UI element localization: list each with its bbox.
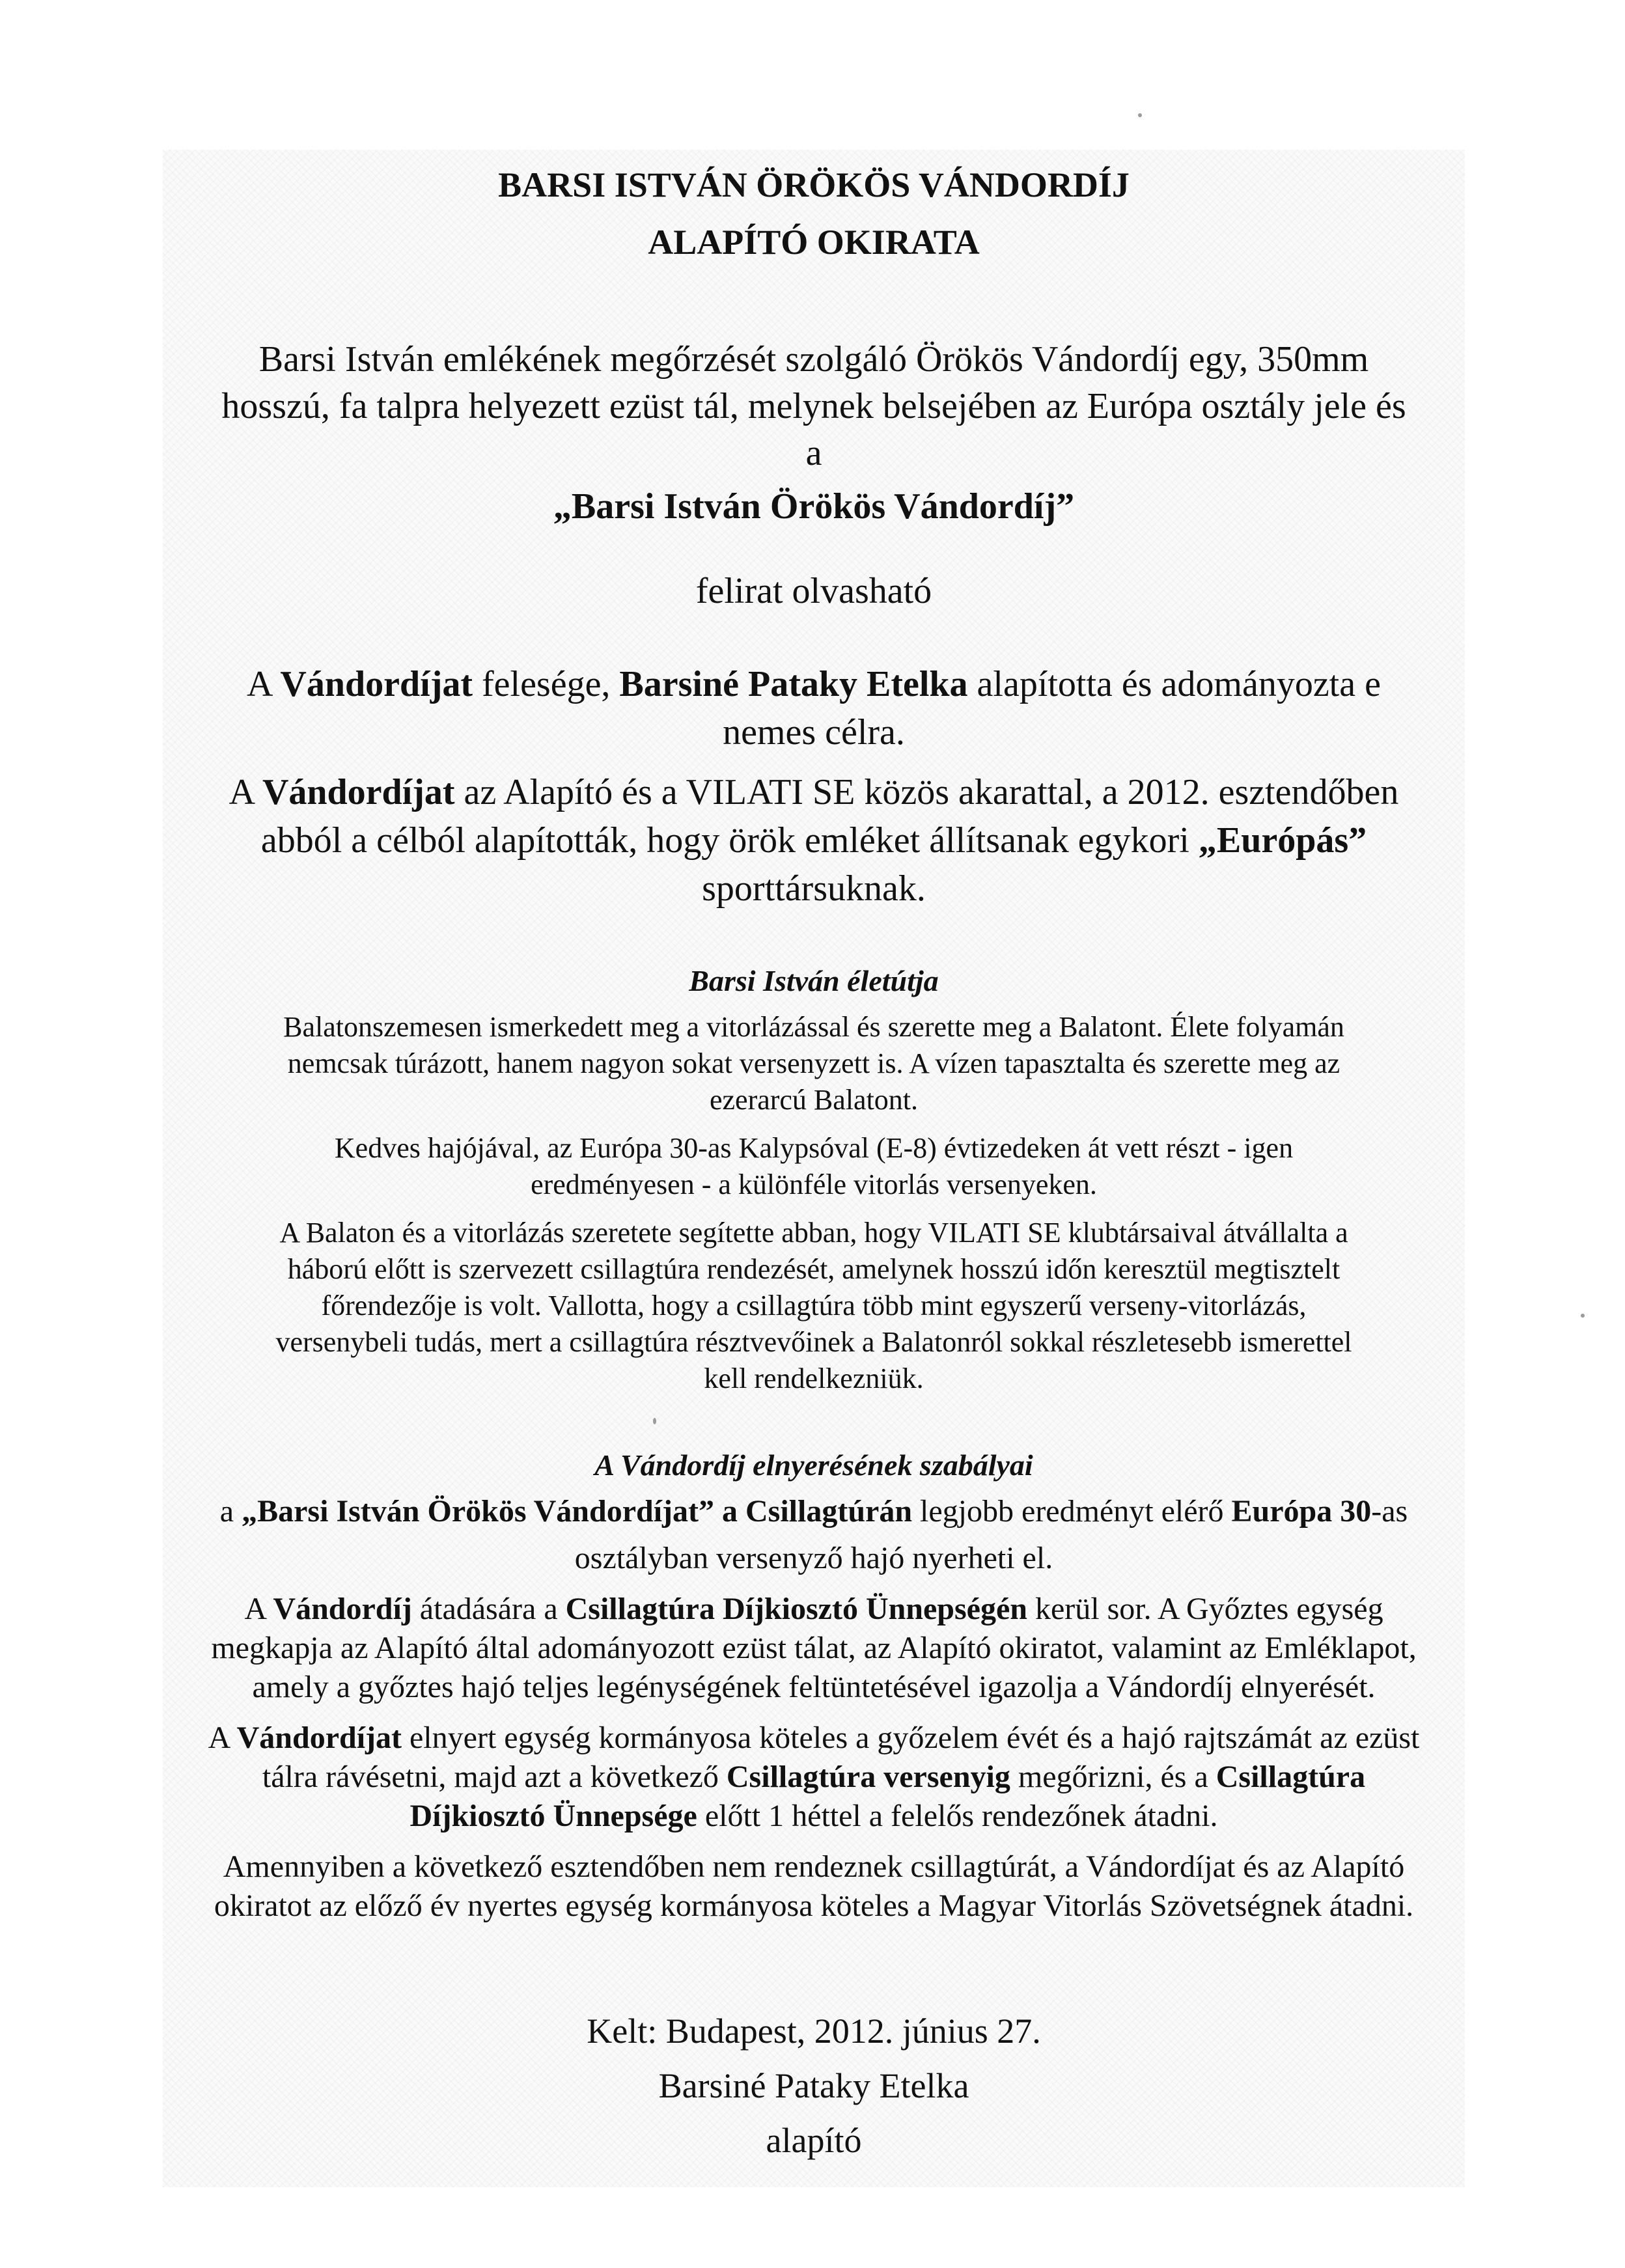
biography-line: Balatonszemesen ismerkedett meg a vitorlázással és szerette meg a Balatont. Élete folyamán <box>283 1011 1344 1043</box>
rules-line: A Vándordíjat elnyert egység kormányosa köteles a győzelem évét és a hajó rajtszámát az ezüst <box>208 1721 1420 1755</box>
rules-line: A Vándordíj átadására a Csillagtúra Díjkiosztó Ünnepségén kerül sor. A Győztes egység <box>244 1592 1383 1626</box>
founding-line: abból a célból alapították, hogy örök emléket állítsanak egykori „Európás” <box>260 820 1367 861</box>
date-line: Kelt: Budapest, 2012. június 27. <box>587 2012 1041 2051</box>
intro-line: Barsi István emlékének megőrzését szolgáló Örökös Vándordíj egy, 350mm <box>258 339 1369 380</box>
scan-speck <box>1581 1314 1585 1318</box>
biography-line: ezerarcú Balatont. <box>709 1084 919 1116</box>
rules-section <box>176 1443 1452 1926</box>
document-title-line1: BARSI ISTVÁN ÖRÖKÖS VÁNDORDÍJ <box>498 165 1130 204</box>
intro-line: a <box>805 433 822 473</box>
founding-paragraph-2: A Vándordíjat az Alapító és a VILATI SE közös akarattal, a 2012. esztendőben <box>229 772 1399 812</box>
biography-heading: Barsi István életútja <box>689 964 939 997</box>
rules-line: okiratot az előző év nyertes egység kormányosa köteles a Magyar Vitorlás Szövetségnek átadni. <box>214 1888 1414 1923</box>
intro-line: felirat olvasható <box>695 571 932 611</box>
rules-heading: A Vándordíj elnyerésének szabályai <box>594 1448 1033 1482</box>
biography-line: eredményesen - a különféle vitorlás versenyeken. <box>531 1169 1097 1200</box>
founding-line: nemes célra. <box>723 712 905 753</box>
rules-line: a „Barsi István Örökös Vándordíjat” a Csillagtúrán legjobb eredményt elérő Európa 30-as <box>219 1494 1408 1528</box>
award-name-quote: „Barsi István Örökös Vándordíj” <box>553 486 1075 527</box>
biography-line: háború előtt is szervezett csillagtúra rendezését, amelynek hosszú időn keresztül megtisztelt <box>287 1253 1340 1285</box>
biography-line: A Balaton és a vitorlázás szeretete segítette abban, hogy VILATI SE klubtársaival átvállalta a <box>279 1217 1348 1249</box>
biography-section <box>176 958 1452 1397</box>
biography-line: főrendezője is volt. Vallotta, hogy a csillagtúra több mint egyszerű verseny-vitorlázás, <box>321 1290 1307 1321</box>
closing-section <box>176 2004 1452 2168</box>
intro-section <box>176 336 1452 615</box>
biography-line: versenybeli tudás, mert a csillagtúra résztvevőinek a Balatonról sokkal részletesebb ismerettel <box>275 1326 1352 1358</box>
rules-line: megkapja az Alapító által adományozott ezüst tálat, az Alapító okiratot, valamint az Emléklapot, <box>211 1631 1417 1665</box>
rules-line: tálra rávésetni, majd azt a következő Csillagtúra versenyig megőrizni, és a Csillagtúra <box>262 1760 1366 1794</box>
scan-speck <box>1138 113 1142 117</box>
founding-paragraph-1: A Vándordíjat felesége, Barsiné Pataky Etelka alapította és adományozta e <box>247 664 1381 704</box>
rules-line: Amennyiben a következő esztendőben nem rendeznek csillagtúrát, a Vándordíjat és az Alapító <box>223 1849 1405 1884</box>
founding-line: sporttársuknak. <box>702 868 926 909</box>
signatory-role: alapító <box>766 2121 862 2160</box>
biography-line: nemcsak túrázott, hanem nagyon sokat versenyzett is. A vízen tapasztalta és szerette meg az <box>287 1047 1340 1079</box>
rules-line: amely a győztes hajó teljes legénységének feltüntetésével igazolja a Vándordíj elnyerését. <box>252 1670 1376 1704</box>
document-body <box>176 156 1452 2168</box>
biography-line: Kedves hajójával, az Európa 30-as Kalypsóval (E-8) évtizedeken át vett részt - igen <box>334 1132 1294 1164</box>
rules-line: osztályban versenyző hajó nyerheti el. <box>574 1541 1053 1575</box>
signatory-name: Barsiné Pataky Etelka <box>658 2066 969 2105</box>
founding-section <box>176 660 1452 913</box>
intro-line: hosszú, fa talpra helyezett ezüst tál, melynek belsejében az Európa osztály jele és <box>221 386 1406 426</box>
biography-line: kell rendelkezniük. <box>704 1362 924 1394</box>
document-title-line2: ALAPÍTÓ OKIRATA <box>648 223 980 262</box>
rules-line: Díjkiosztó Ünnepsége előtt 1 héttel a felelős rendezőnek átadni. <box>410 1799 1218 1833</box>
